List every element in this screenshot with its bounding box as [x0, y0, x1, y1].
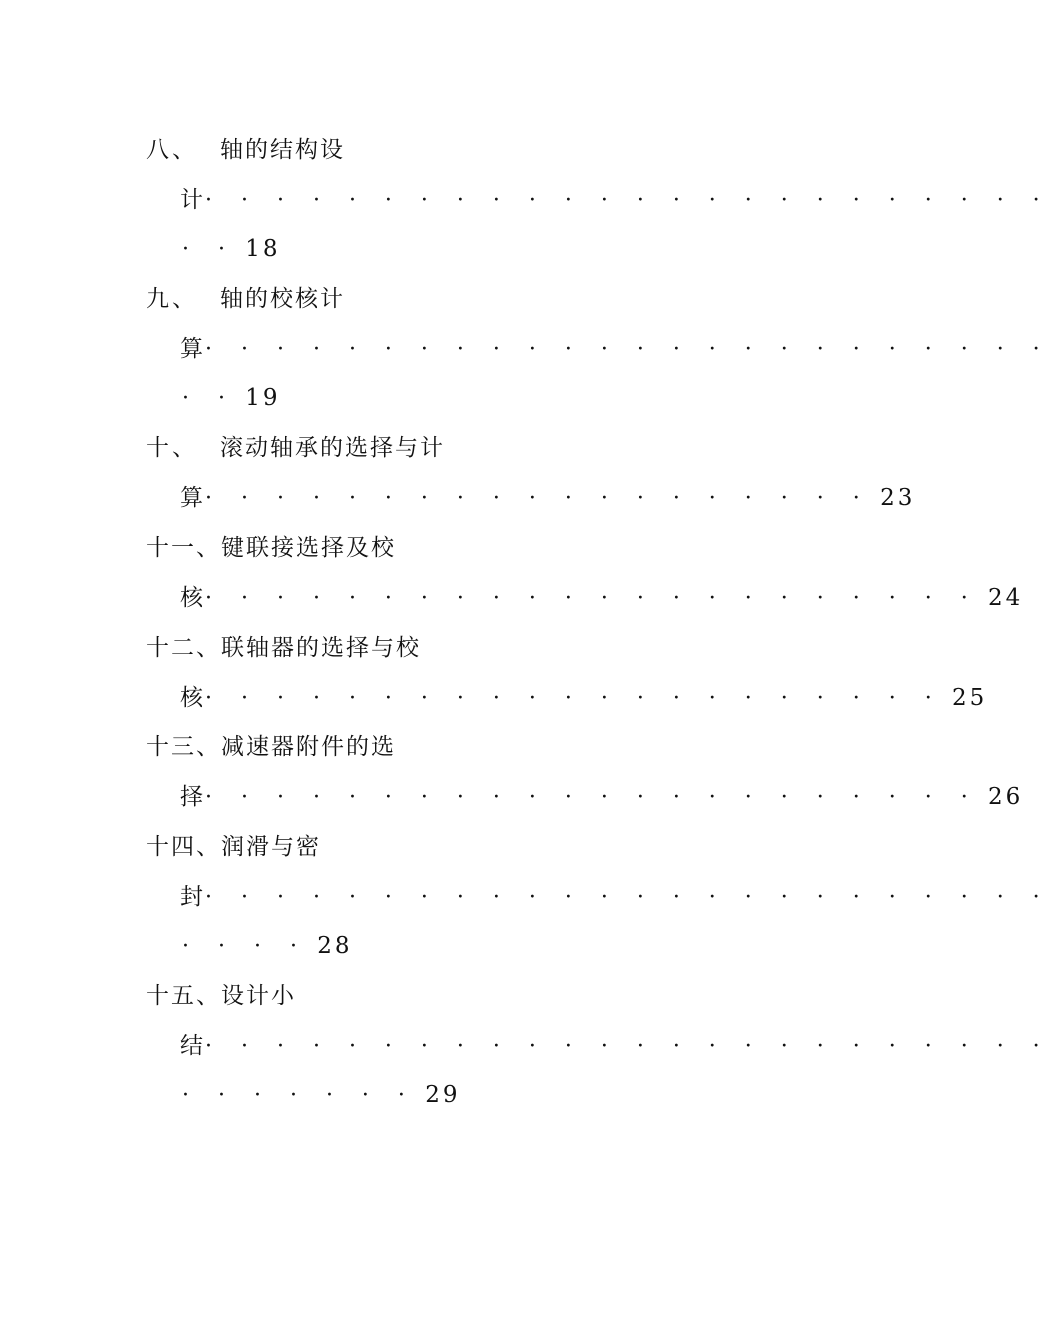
- toc-entry-heading: [146, 623, 421, 673]
- toc-entry-title-end: 结: [180, 1033, 205, 1059]
- toc-entry-continuation: [180, 175, 1051, 225]
- toc-entry-title: 轴的结构设: [220, 137, 345, 163]
- toc-entry-title-end: 算: [180, 336, 205, 362]
- toc-entry-title-end: 计: [180, 187, 205, 213]
- toc-page-number: 24: [988, 585, 1024, 611]
- toc-entry-continuation: [180, 1021, 1051, 1071]
- toc-entry-title-end: 核: [180, 585, 205, 611]
- toc-entry-continuation: [180, 473, 915, 523]
- toc-page-number: 26: [988, 784, 1024, 810]
- toc-leader-dots: · ·: [182, 237, 236, 262]
- toc-entry-title: 设计小: [221, 983, 296, 1009]
- toc-entry-title-end: 算: [180, 485, 205, 511]
- toc-entry-number: 十五、: [146, 983, 221, 1009]
- toc-leader-dots: · · · · · · · · · · · · · · · · · · · · · ·: [205, 586, 979, 611]
- toc-entry-title-end: 封: [180, 884, 205, 910]
- toc-page-number: 29: [425, 1082, 461, 1108]
- toc-entry-title: 减速器附件的选: [221, 734, 396, 760]
- toc-entry-heading: [146, 125, 345, 175]
- toc-page-number: 28: [317, 933, 353, 959]
- toc-entry-page-line: [182, 224, 281, 274]
- toc-leader-dots: · · · · · · · · · · · · · · · · · · · · · · · ·: [205, 885, 1051, 910]
- toc-entry-continuation: [180, 573, 1023, 623]
- toc-entry-title: 键联接选择及校: [221, 535, 396, 561]
- toc-entry-title: 润滑与密: [221, 834, 321, 860]
- toc-entry-heading: [146, 523, 396, 573]
- toc-entry-heading: [146, 423, 445, 473]
- toc-entry-continuation: [180, 673, 987, 723]
- toc-page-number: 18: [245, 236, 281, 262]
- toc-leader-dots: · · · · · · · · · · · · · · · · · · · · · · · ·: [205, 188, 1051, 213]
- toc-entry-heading: [146, 822, 321, 872]
- toc-entry-heading: [146, 971, 296, 1021]
- toc-entry-continuation: [180, 872, 1051, 922]
- toc-page-number: 25: [952, 685, 988, 711]
- toc-page-number: 19: [245, 385, 281, 411]
- toc-entry-number: 九、: [146, 286, 198, 312]
- toc-leader-dots: · · · · · · · · · · · · · · · · · · · · ·: [205, 686, 943, 711]
- toc-entry-number: 十、: [146, 435, 198, 461]
- toc-entry-title: 轴的校核计: [220, 286, 345, 312]
- toc-entry-number: 十二、: [146, 635, 221, 661]
- toc-entry-continuation: [180, 324, 1051, 374]
- toc-entry-title-end: 核: [180, 685, 205, 711]
- toc-entry-number: 八、: [146, 137, 198, 163]
- toc-entry-number: 十四、: [146, 834, 221, 860]
- toc-page-number: 23: [880, 485, 916, 511]
- toc-leader-dots: · · · · · · · · · · · · · · · · · · · · · ·: [205, 785, 979, 810]
- toc-entry-page-line: [182, 921, 353, 971]
- toc-entry-page-line: [182, 373, 281, 423]
- toc-entry-title: 联轴器的选择与校: [221, 635, 421, 661]
- toc-leader-dots: · · · ·: [182, 934, 308, 959]
- toc-entry-heading: [146, 722, 396, 772]
- toc-entry-number: 十一、: [146, 535, 221, 561]
- toc-leader-dots: · · · · · · ·: [182, 1083, 416, 1108]
- toc-leader-dots: · · · · · · · · · · · · · · · · · · · · · · · ·: [205, 1034, 1051, 1059]
- toc-leader-dots: · · · · · · · · · · · · · · · · · · ·: [205, 486, 871, 511]
- toc-entry-title-end: 择: [180, 784, 205, 810]
- toc-entry-number: 十三、: [146, 734, 221, 760]
- toc-entry-page-line: [182, 1070, 461, 1120]
- toc-entry-title: 滚动轴承的选择与计: [220, 435, 445, 461]
- toc-leader-dots: · ·: [182, 386, 236, 411]
- toc-leader-dots: · · · · · · · · · · · · · · · · · · · · · · · ·: [205, 337, 1051, 362]
- toc-entry-heading: [146, 274, 345, 324]
- toc-entry-continuation: [180, 772, 1023, 822]
